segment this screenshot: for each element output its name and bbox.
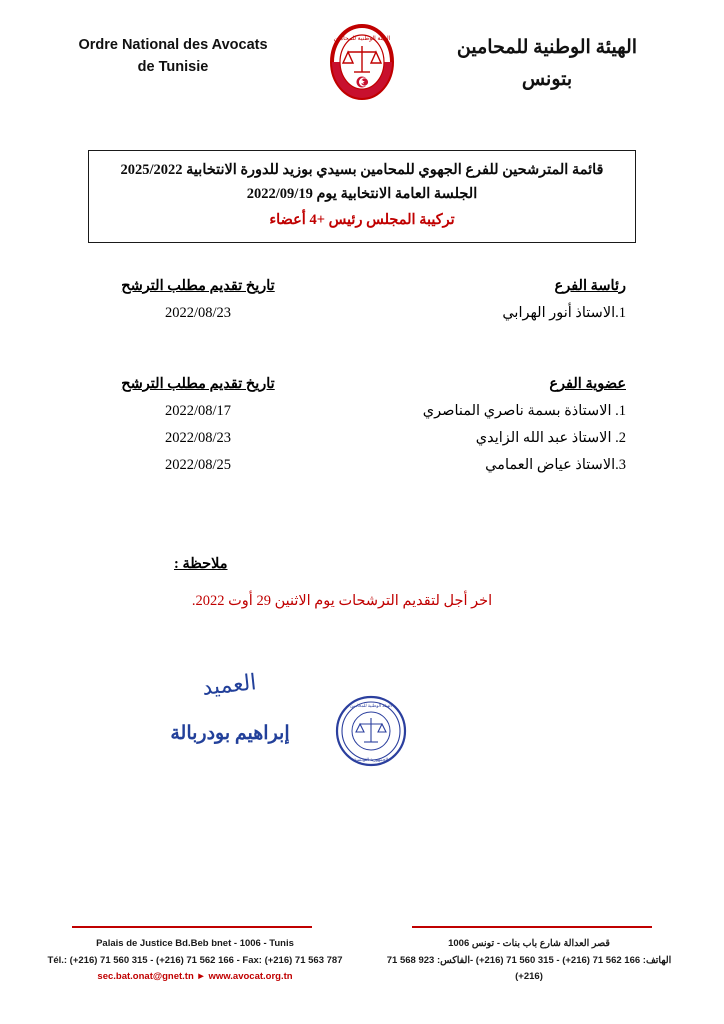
footer-address-line: Palais de Justice Bd.Beb bnet - 1006 - Tunis [96, 938, 294, 949]
footer-phone-line: Tél.: (+216) 71 560 315 - (+216) 71 562 166 - Fax: (+216) 71 563 787 [47, 954, 343, 966]
title-line-1: قائمة المترشحين للفرع الجهوي للمحامين بسيدي بوزيد للدورة الانتخابية 2025/2022 [120, 162, 604, 178]
header-title-french-line1: Ordre National des Avocats [78, 37, 268, 53]
section-membership [88, 376, 636, 484]
signature-name: إبراهيم بودربالة [170, 723, 290, 744]
signature-scribble: العميد [200, 669, 258, 700]
footer-address-french [40, 936, 350, 986]
candidate-name: 1.الاستاذ أنور الهرابي [502, 305, 626, 321]
onat-official-stamp [334, 694, 408, 768]
membership-date-header: تاريخ تقديم مطلب الترشح [121, 376, 275, 392]
document-header [0, 20, 724, 130]
candidate-name: 3.الاستاذ عياض العمامي [485, 457, 626, 473]
presidency-name-header: رئاسة الفرع [554, 278, 626, 294]
svg-text:الهيئة الوطنية للمحامين: الهيئة الوطنية للمحامين [350, 703, 392, 708]
title-line-3-council-composition: تركيبة المجلس رئيس +4 أعضاء [269, 211, 455, 228]
title-line-2: الجلسة العامة الانتخابية يوم 2022/09/19 [246, 185, 478, 202]
table-row [88, 457, 636, 474]
candidate-name: 2. الاستاذ عبد الله الزايدي [475, 430, 626, 446]
footer-address-arabic [374, 936, 684, 986]
svg-text:الهيئة الوطنية للمحامين: الهيئة الوطنية للمحامين [333, 36, 391, 42]
candidate-date: 2022/08/23 [164, 430, 232, 446]
header-title-french-line2: de Tunisie [137, 59, 209, 76]
note-title: ملاحظة : [174, 556, 228, 572]
footer-divider-right [412, 926, 652, 928]
candidate-name: 1. الاستاذة بسمة ناصري المناصري [422, 403, 626, 419]
note-body: اخر أجل لتقديم الترشحات يوم الاثنين 29 أوت 2022. [191, 593, 493, 609]
presidency-headers [88, 278, 636, 295]
title-box [88, 150, 636, 243]
document-footer [0, 926, 724, 1006]
footer-address-line-ar: قصر العدالة شارع باب بنات - تونس 1006 [448, 938, 610, 949]
note-block [88, 556, 636, 610]
svg-text:الجمهورية التونسية: الجمهورية التونسية [354, 757, 388, 762]
header-title-arabic [422, 32, 672, 97]
membership-name-header: عضوية الفرع [549, 376, 626, 392]
presidency-date-header: تاريخ تقديم مطلب الترشح [121, 278, 275, 294]
table-row [88, 403, 636, 420]
candidate-date: 2022/08/25 [164, 457, 232, 473]
footer-divider-left [72, 926, 312, 928]
candidate-date: 2022/08/17 [164, 403, 232, 419]
table-row [88, 430, 636, 447]
onat-emblem-logo [326, 20, 398, 108]
section-presidency [88, 278, 636, 332]
signature-block [120, 669, 340, 745]
footer-phone-line-ar: الهاتف: 166 562 71 (216+) - 315 560 71 (216+) -الفاكس: 923 568 71 (216+) [386, 954, 672, 983]
header-title-french [58, 34, 288, 79]
footer-email-web-line[interactable]: sec.bat.onat@gnet.tn ► www.avocat.org.tn [97, 971, 293, 983]
candidate-date: 2022/08/23 [164, 305, 232, 321]
header-title-arabic-line2: بتونس [521, 69, 573, 91]
membership-headers [88, 376, 636, 393]
header-title-arabic-line1: الهيئة الوطنية للمحامين [456, 37, 638, 58]
table-row [88, 305, 636, 322]
